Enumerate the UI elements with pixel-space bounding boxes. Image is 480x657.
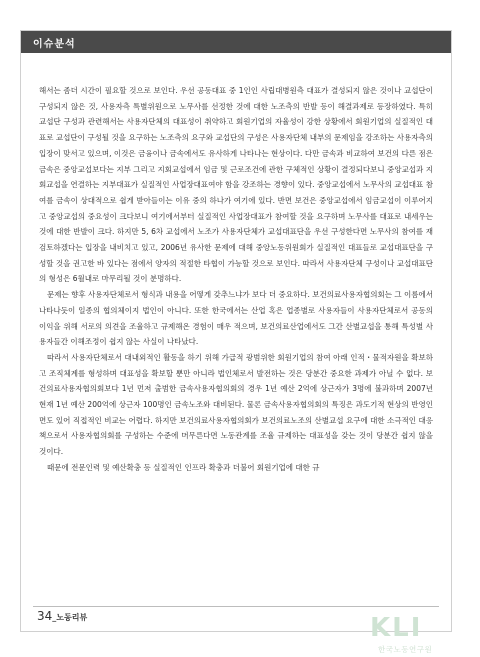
page-number: 34 bbox=[37, 609, 53, 623]
footer-divider bbox=[33, 606, 439, 607]
section-header bbox=[21, 31, 451, 53]
watermark-subtitle: 한국노동연구원 bbox=[378, 645, 433, 654]
section-label: 이슈분석 bbox=[33, 39, 76, 50]
document-page bbox=[20, 30, 452, 632]
paragraph-3: 따라서 사용자단체로서 대내외적인 활동을 하기 위해 가급적 광범위한 회원기업의 참여 아래 인적・물적자원을 확보하고 조직체계를 형성하며 대표성을 확보할 뿐만 아니라 법인체로서 발전하는 것은 당분간 중요한 과제가 아닐 수 없다. 보건의료사용자협의회보다 1년 먼저 출범한 금속사용자협의회의 경우 1년 예산 2억에 상근자가 3명에 불과하며 2007년 현재 1년 예산 200억에 상근자 100명인 금속노조와 대비된다. 물론 금속사용자협의회의 특징은 과도기적 현상의 반영인 면도 있어 직접적인 비교는 어렵다. 하지만 보건의료사용자협의회가 보건의료노조의 산별교섭 요구에 대한 소극적인 대응책으로서 사용자협의회를 구성하는 수준에 머무른다면 노동관계를 조율 규제하는 대표성을 갖는 것이 당분간 쉽지 않을 것이다. bbox=[39, 352, 433, 457]
watermark-logo-text: KLI bbox=[370, 613, 423, 643]
paragraph-4: 때문에 전문인력 및 예산확충 등 실질적인 인프라 확충과 더불어 회원기업에 대한 규 bbox=[47, 462, 320, 472]
publication-name: _노동리뷰 bbox=[52, 613, 88, 622]
paragraph-2: 문제는 향후 사용자단체로서 형식과 내용을 어떻게 갖추느냐가 보다 더 중요하다. 보건의료사용자협의회는 그 이름에서 나타나듯이 일종의 협의체이지 법인이 아니다. 또한 한국에서는 산업 혹은 업종별로 사용자들이 사용자단체로서 공동의 이익을 위해 서로의 의견을 조율하고 규제해온 경험이 매우 적으며, 보건의료산업에서도 그간 산별교섭을 통해 특성별 사용자들간 이해조정이 쉽지 않는 사실이 나타났다. bbox=[39, 290, 433, 347]
article-body bbox=[39, 83, 433, 476]
page-footer bbox=[37, 609, 87, 623]
paragraph-1: 해서는 좀더 시간이 필요할 것으로 보인다. 우선 공동대표 중 1인인 사립대병원측 대표가 결성되지 않은 것이나 교섭단이 구성되지 않은 것, 사용자측 특별위원으로 노무사를 선정한 것에 대한 노조측의 반발 등이 해결과제로 등장하였다. 특히 교섭단 구성과 관련해서는 사용자단체의 대표성이 취약하고 회원기업의 자율성이 강한 상황에서 회원기업의 실질적인 대표로 교섭단이 구성될 것을 요구하는 노조측의 요구와 교섭단의 구성은 사용자단체 내부의 문제임을 강조하는 사용자측의 입장이 맞서고 있으며, 이것은 금융이나 금속에서도 유사하게 나타나는 현상이다. 다만 금속과 비교하여 보건의 다른 점은 금속은 중앙교섭보다는 지부 그리고 지회교섭에서 임금 및 근로조건에 관한 구체적인 상황이 결정되다보니 중앙교섭과 지회교섭을 연결하는 지부대표가 실질적인 사업장대표여야 함을 강조하는 경향이 있다. 중앙교섭에서 노무사의 교섭대표 참여를 금속이 상대적으로 쉽게 받아들이는 이유 중의 하나가 여기에 있다. 반면 보건은 중앙교섭에서 임금교섭이 이루어지고 중앙교섭의 중요성이 크다보니 여기에서부터 실질적인 사업장대표가 참여할 것을 요구하며 노무사를 대표로 내세우는 것에 대한 반발이 크다. 하지만 5, 6차 교섭에서 노조가 사용자단체가 교섭대표단을 우선 구성한다면 노무사의 참여를 재검토하겠다는 입장을 내비치고 있고, 2006년 유사한 문제에 대해 중앙노동위원회가 실질적인 대표들로 교섭대표단을 구성할 것을 권고한 바 있다는 점에서 양자의 적절한 타협이 가능할 것으로 보인다. 따라서 사용자단체 구성이나 교섭대표단의 형성은 6월내로 마무리될 것이 분명하다. bbox=[39, 86, 433, 284]
kli-watermark-logo bbox=[370, 613, 470, 657]
